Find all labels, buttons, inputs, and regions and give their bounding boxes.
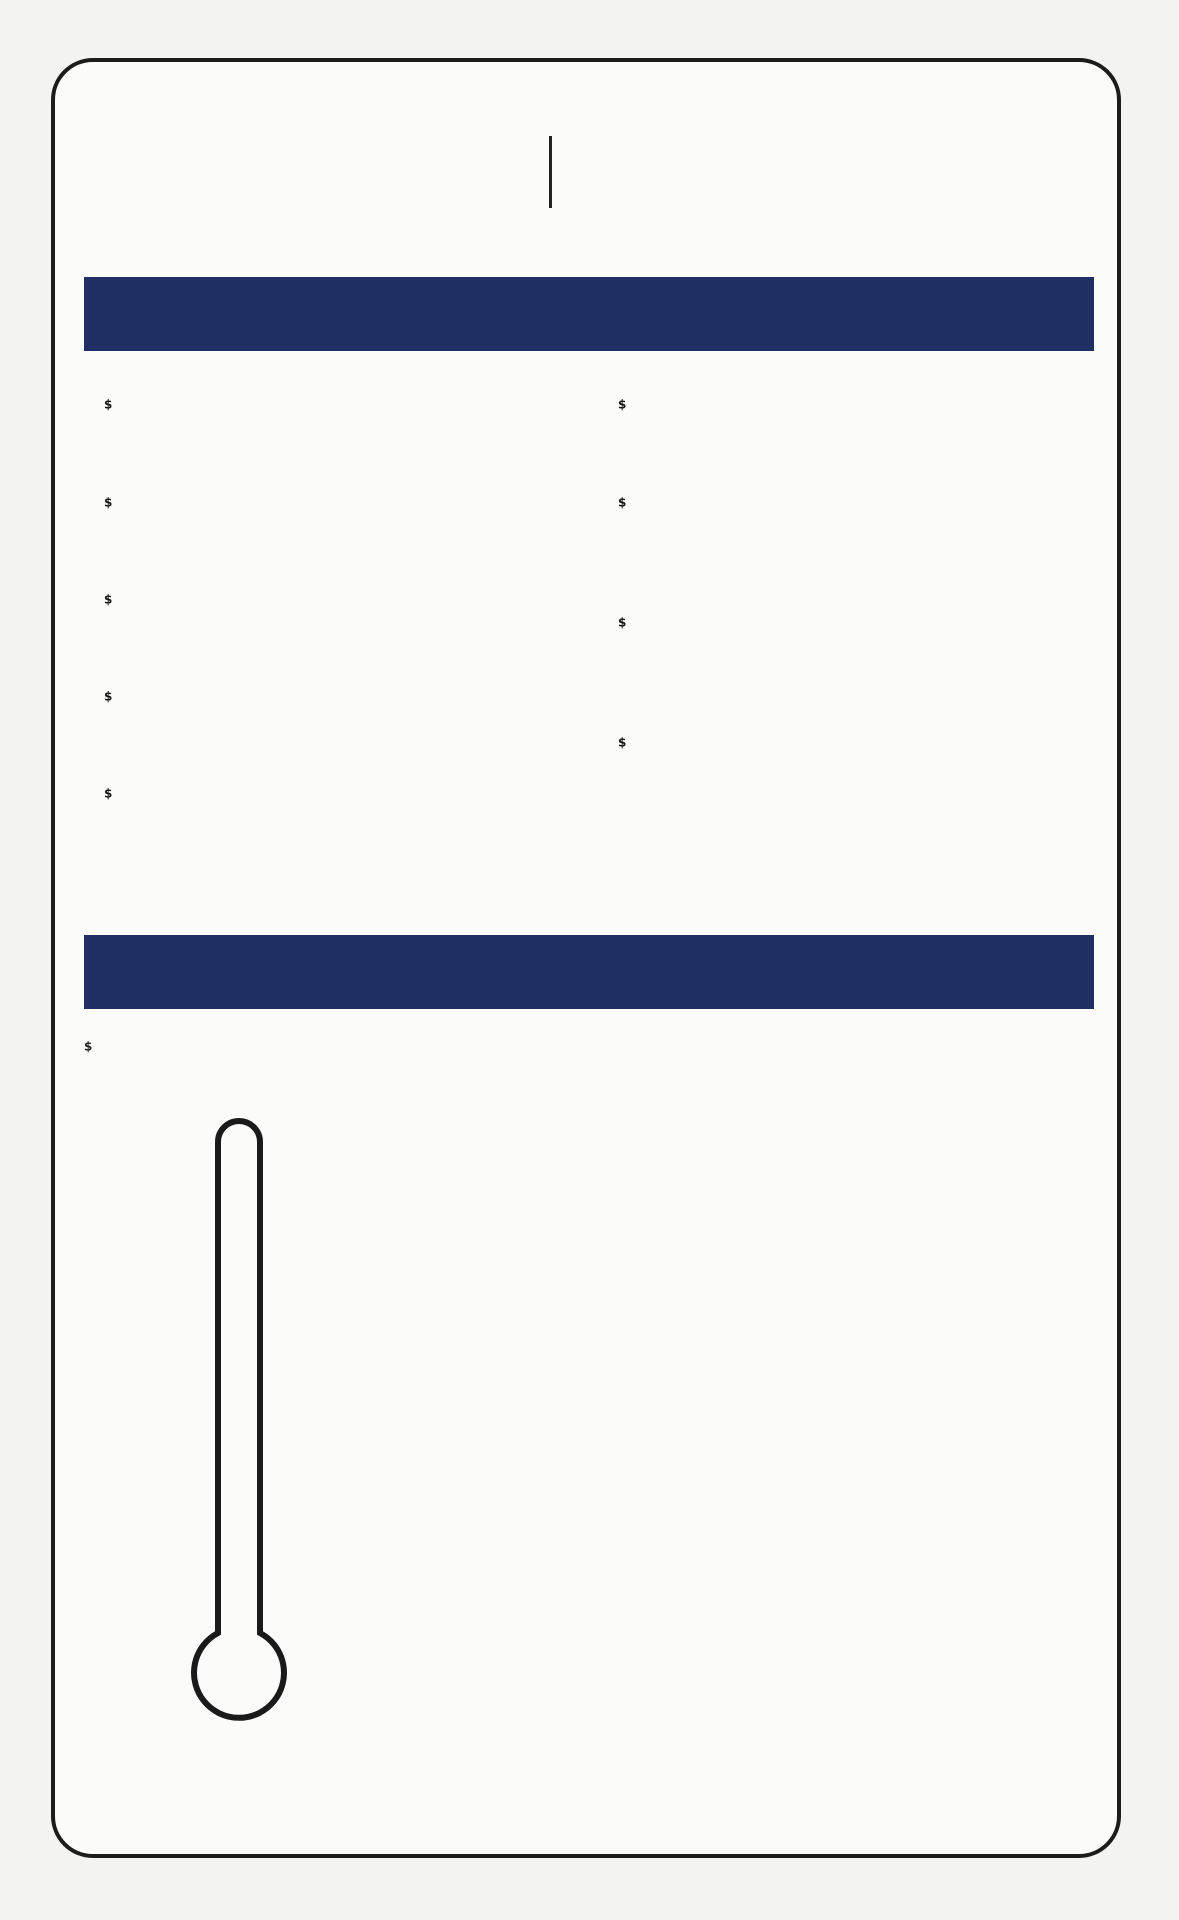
menu-item [84, 393, 524, 425]
item-name-line [84, 588, 524, 620]
item-name-line [598, 491, 1098, 523]
menu-item [598, 611, 1098, 649]
item-name-line [84, 782, 524, 814]
menu-item [598, 731, 1098, 769]
logo-divider [549, 136, 552, 208]
item-name-line [598, 393, 1098, 425]
item-name-line [598, 611, 1098, 643]
item-price: $ [104, 690, 113, 704]
item-name-line [598, 731, 1098, 763]
thermometer-outline [194, 1121, 284, 1718]
heat-thermometer [180, 1118, 290, 1730]
item-price: $ [104, 787, 113, 801]
item-price: $ [618, 736, 627, 750]
menu-item [84, 491, 524, 523]
menu-item [84, 685, 524, 717]
item-name-line [84, 393, 524, 425]
menu-item [84, 588, 524, 620]
snacks-banner [84, 277, 1094, 351]
item-price: $ [618, 616, 627, 630]
item-price: $ [104, 398, 113, 412]
item-price: $ [104, 496, 113, 510]
item-name-line [84, 491, 524, 523]
item-price: $ [618, 398, 627, 412]
item-name-line [84, 685, 524, 717]
menu-item [84, 782, 524, 814]
item-price: $ [618, 496, 627, 510]
wings-intro: $ [84, 1039, 93, 1053]
menu-item [598, 491, 1098, 529]
item-price: $ [104, 593, 113, 607]
wings-banner [84, 935, 1094, 1009]
menu-item [598, 393, 1098, 431]
